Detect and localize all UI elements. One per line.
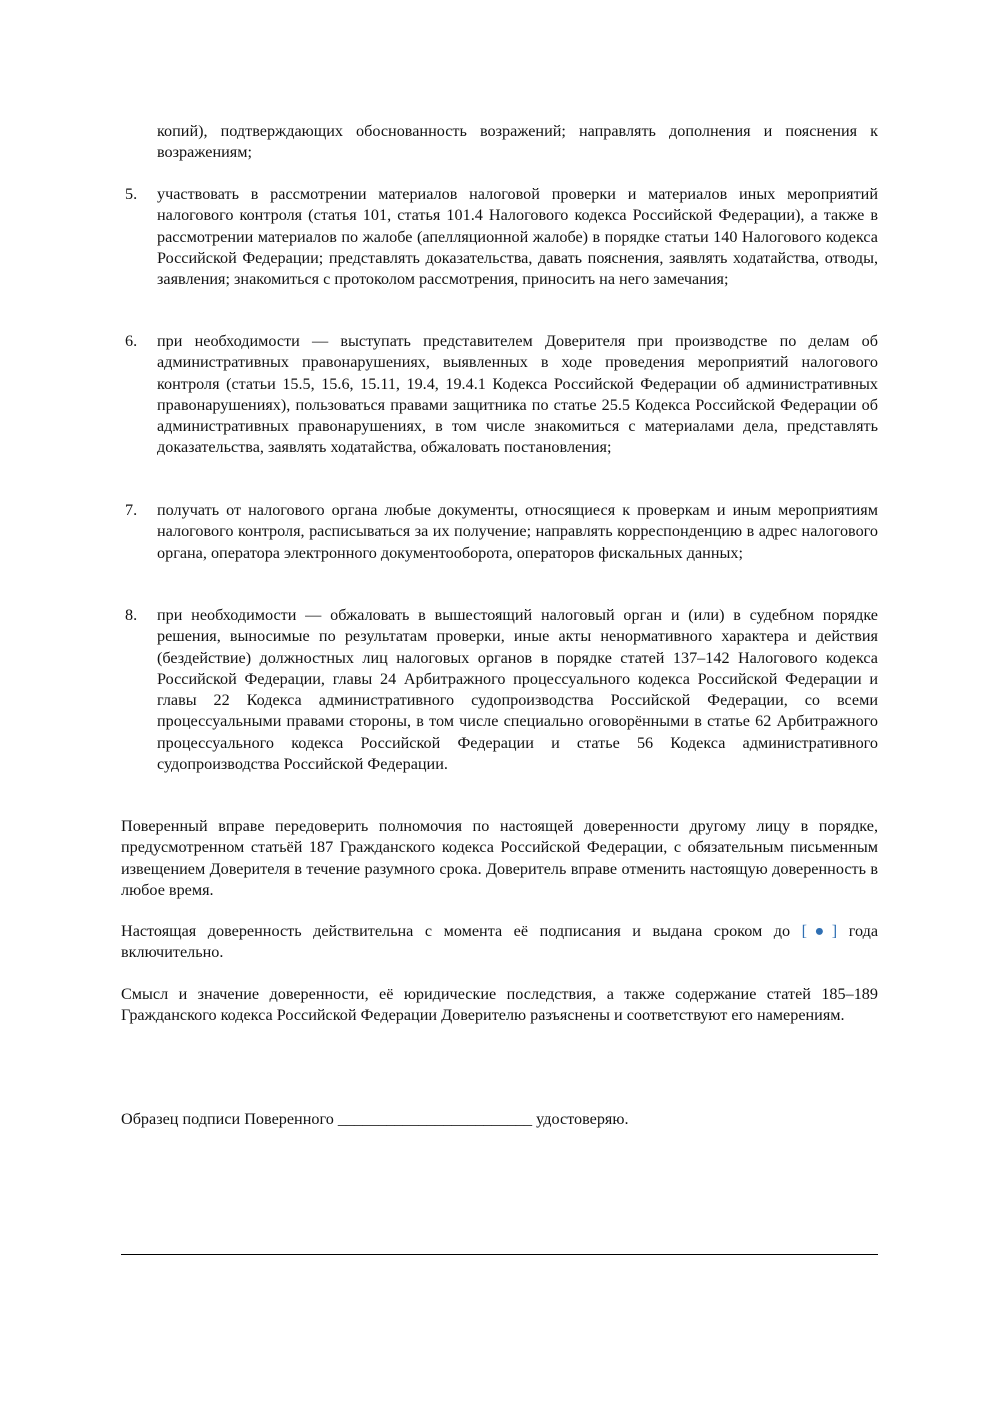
list-item-6: [121, 331, 878, 459]
list-item-text: получать от налогового органа любые документы, относящиеся к проверкам и иным мероприятиям налогового контроля, расписываться за их получение; направлять корреспонденцию в адрес налогового органа, оператора электронного документооборота, операторов фискальных данных;: [157, 501, 878, 562]
list-item-text: участвовать в рассмотрении материалов налоговой проверки и материалов иных мероприятий налогового контроля (статья 101, статья 101.4 Налогового кодекса Российской Федерации), а также в рассмотрении материалов по жалобе (апелляционной жалобе) в порядке статьи 140 Налогового кодекса Российской Федерации; представлять доказательства, давать пояснения, заявлять ходатайства, отводы, заявления; знакомиться с протоколом рассмотрения, приносить на него замечания;: [157, 185, 878, 289]
meaning-paragraph: Смысл и значение доверенности, её юридические последствия, а также содержание статей 185–189 Гражданского кодекса Российской Федерации Доверителю разъяснены и соответствуют его намерениям.: [121, 985, 878, 1025]
list-number: 6.: [125, 332, 138, 350]
list-item-7: [121, 500, 878, 564]
list-number: 8.: [125, 606, 138, 624]
continuation-paragraph: копий), подтверждающих обоснованность возражений; направлять дополнения и пояснения к возражениям;: [157, 122, 878, 162]
footer-divider: [121, 1254, 878, 1255]
signature-blank: ________________________: [337, 1110, 533, 1128]
date-placeholder: [●]: [801, 922, 838, 940]
signature-suffix: удостоверяю.: [536, 1110, 629, 1128]
validity-text-after: года включительно.: [121, 922, 879, 962]
signature-line: [121, 1109, 629, 1130]
list-number: 5.: [125, 185, 138, 203]
list-item-text: при необходимости — выступать представителем Доверителя при производстве по делам об административных правонарушениях, выявленных в ходе проведения мероприятий налогового контроля (статьи 15.5, 15.6, 15.11, 19.4, 19.4.1 Кодекса Российской Федерации об административных правонарушениях), пользоваться правами защитника по статье 25.5 Кодекса Российской Федерации об административных правонарушениях, в том числе знакомиться с материалами дела, представлять доказательства, заявлять ходатайства, обжаловать постановления;: [157, 332, 878, 457]
signature-label: Образец подписи Поверенного: [121, 1110, 334, 1128]
list-item-text: при необходимости — обжаловать в вышестоящий налоговый орган и (или) в судебном порядке решения, выносимые по результатам проверки, иные акты ненормативного характера и действия (бездействие) должностных лиц налоговых органов в порядке статей 137–142 Налогового кодекса Российской Федерации, главы 24 Арбитражного процессуального кодекса Российской Федерации и главы 22 Кодекса административного судопроизводства Российской Федерации, со всеми процессуальными правами стороны, в том числе специально оговорёнными в статье 62 Арбитражного процессуального кодекса Российской Федерации и статье 56 Кодекса административного судопроизводства Российской Федерации.: [157, 606, 878, 774]
validity-paragraph: [121, 921, 878, 964]
list-number: 7.: [125, 501, 138, 519]
validity-text-before: Настоящая доверенность действительна с момента её подписания и выдана сроком до: [121, 922, 802, 940]
list-item-5: [121, 184, 878, 290]
list-item-8: [121, 605, 878, 775]
redelegation-paragraph: Поверенный вправе передоверить полномочия по настоящей доверенности другому лицу в порядке, предусмотренном статьёй 187 Гражданского кодекса Российской Федерации, с обязательным письменным извещением Доверителя в течение разумного срока. Доверитель вправе отменить настоящую доверенность в любое время.: [121, 817, 878, 899]
